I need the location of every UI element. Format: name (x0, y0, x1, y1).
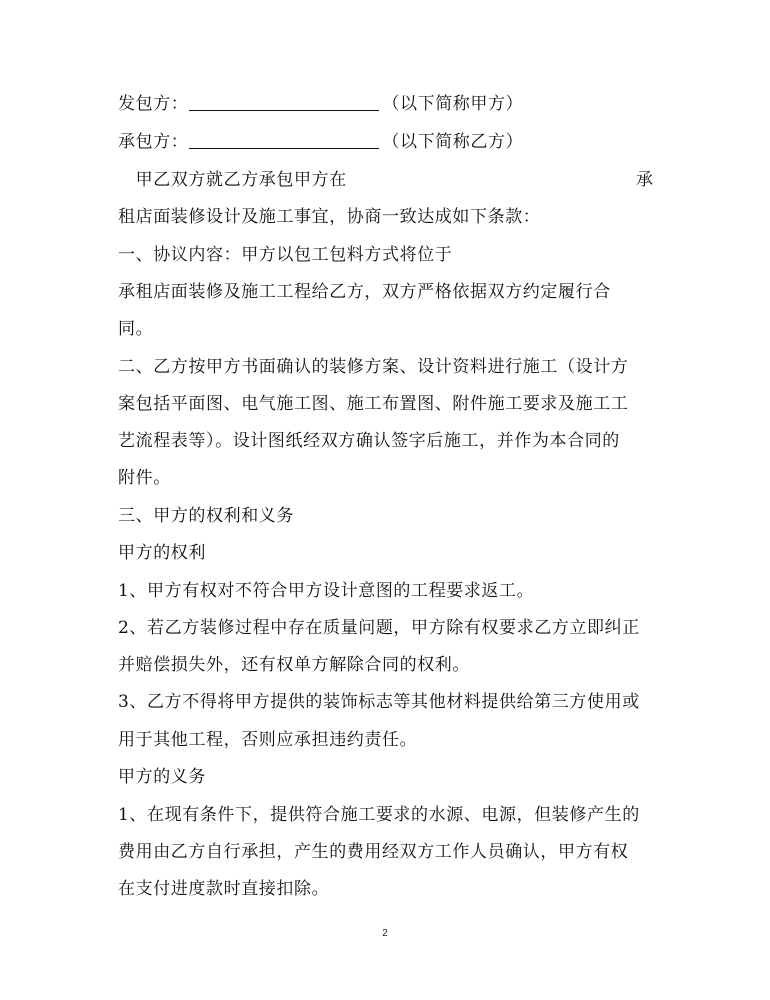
body-line: 附件。 (118, 468, 171, 488)
body-line: 甲乙双方就乙方承包甲方在 (118, 170, 347, 190)
body-line-right-char: 承 (636, 170, 653, 190)
list-item: 1、在现有条件下，提供符合施工要求的水源、电源，但装修产生的 (118, 805, 640, 825)
body-line: 承租店面装修及施工工程给乙方，双方严格依据双方约定履行合 (118, 282, 611, 302)
body-line: 案包括平面图、电气施工图、施工布置图、附件施工要求及施工工 (118, 394, 629, 414)
page-number: 2 (382, 928, 388, 939)
subsection-heading: 甲方的义务 (118, 767, 206, 787)
party-a-blank (189, 94, 379, 111)
subsection-heading: 甲方的权利 (118, 543, 206, 563)
body-line: 用于其他工程，否则应承担违约责任。 (118, 730, 418, 750)
list-item: 1、甲方有权对不符合甲方设计意图的工程要求返工。 (118, 581, 535, 601)
body-line: 同。 (118, 319, 154, 339)
body-line: 并赔偿损失外，还有权单方解除合同的权利。 (118, 655, 470, 675)
party-b-line (118, 131, 523, 153)
body-line: 费用由乙方自行承担，产生的费用经双方工作人员确认，甲方有权 (118, 842, 629, 862)
party-b-blank (189, 132, 379, 149)
party-b-label: 承包方： (118, 132, 189, 152)
list-item: 3、乙方不得将甲方提供的装饰标志等其他材料提供给第三方使用或 (118, 692, 640, 712)
body-line: 艺流程表等）。设计图纸经双方确认签字后施工，并作为本合同的 (118, 431, 620, 451)
party-a-line (118, 93, 523, 115)
section-heading: 三、甲方的权利和义务 (118, 506, 294, 526)
section-heading: 一、协议内容：甲方以包工包料方式将位于 (118, 245, 453, 265)
body-line: 在支付进度款时直接扣除。 (118, 879, 330, 899)
party-a-note: （以下简称甲方） (382, 94, 524, 114)
party-a-label: 发包方： (118, 94, 189, 114)
party-b-note: （以下简称乙方） (382, 132, 524, 152)
list-item: 2、若乙方装修过程中存在质量问题，甲方除有权要求乙方立即纠正 (118, 618, 640, 638)
section-heading: 二、乙方按甲方书面确认的装修方案、设计资料进行施工（设计方 (118, 357, 629, 377)
body-line: 租店面装修设计及施工事宜，协商一致达成如下条款： (118, 207, 541, 227)
